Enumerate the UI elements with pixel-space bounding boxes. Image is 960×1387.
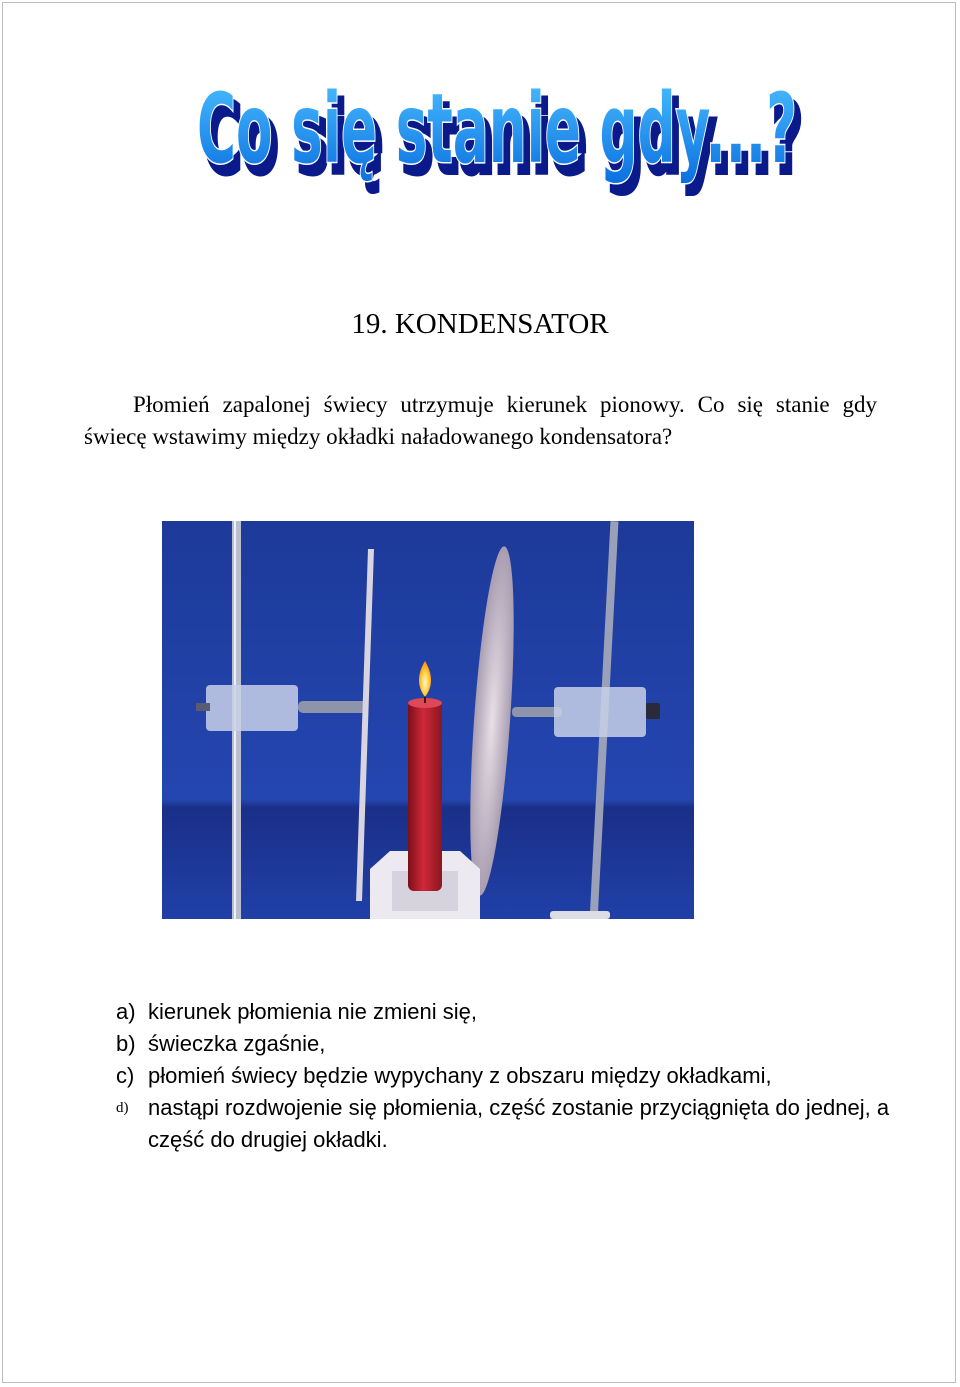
answer-a xyxy=(116,996,896,1028)
answer-letter: c) xyxy=(116,1063,135,1088)
wordart-shadow: Co się stanie gdy...? xyxy=(203,83,803,195)
answer-b xyxy=(116,1028,896,1060)
wordart-text: Co się stanie gdy...? xyxy=(197,73,797,185)
answer-d xyxy=(116,1092,896,1156)
page-title: 19. KONDENSATOR xyxy=(351,308,609,340)
answer-text: świeczka zgaśnie, xyxy=(148,1031,326,1056)
question-text: Płomień zapalonej świecy utrzymuje kierunek pionowy. Co się stanie gdy świecę wstawimy między okładki naładowanego kondensatora? xyxy=(84,392,877,449)
answer-text: kierunek płomienia nie zmieni się, xyxy=(148,999,477,1024)
answer-text: płomień świecy będzie wypychany z obszaru między okładkami, xyxy=(148,1063,772,1088)
answer-text: nastąpi rozdwojenie się płomienia, część zostanie przyciągnięta do jednej, a część do drugiej okładki. xyxy=(148,1095,890,1152)
answer-letter: b) xyxy=(116,1031,136,1056)
answer-letter: d) xyxy=(116,1100,129,1116)
answer-c xyxy=(116,1060,896,1092)
answer-letter: a) xyxy=(116,999,136,1024)
capacitor-candle-photo xyxy=(162,521,694,919)
wordart-banner xyxy=(185,50,810,210)
answer-list xyxy=(116,996,896,1156)
